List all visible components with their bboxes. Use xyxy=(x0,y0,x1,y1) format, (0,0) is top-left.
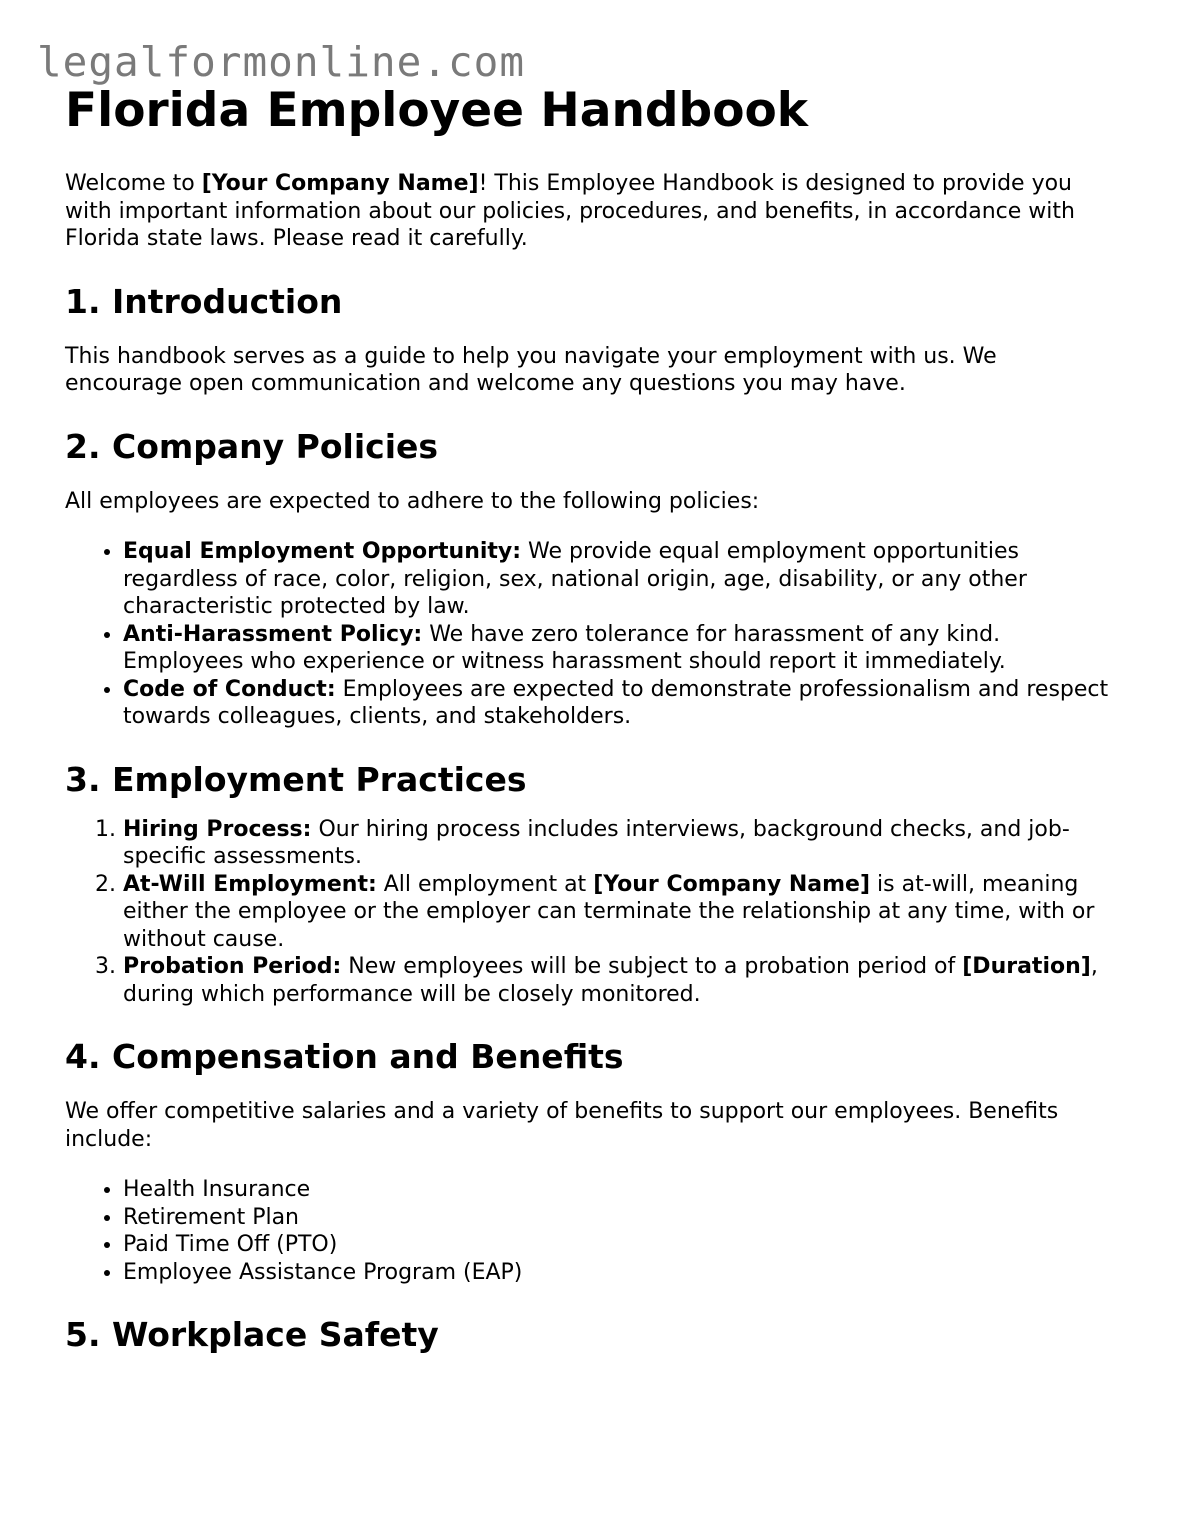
list-item xyxy=(123,816,1113,871)
list-item: • Health Insurance xyxy=(123,1176,1113,1204)
section-heading-compensation-benefits: 4. Compensation and Benefits xyxy=(65,1037,624,1076)
list-item-text: New employees will be subject to a probation period of xyxy=(341,954,963,979)
intro-text-pre: Welcome to xyxy=(65,171,202,196)
list-item xyxy=(123,538,1113,621)
list-item: • Paid Time Off (PTO) xyxy=(123,1231,1113,1259)
company-policies-paragraph: All employees are expected to adhere to the following policies: xyxy=(65,488,760,514)
company-placeholder: [Your Company Name] xyxy=(593,871,871,897)
company-policies-list xyxy=(65,538,1113,731)
list-item xyxy=(123,953,1113,1008)
page-title: Florida Employee Handbook xyxy=(65,83,809,138)
list-item-text: Employees are expected to demonstrate professionalism and respect towards colleagues, clients, and stakeholders. xyxy=(123,676,1109,729)
list-item-text: , during which performance will be closely monitored. xyxy=(123,954,1098,1007)
list-item: • Retirement Plan xyxy=(123,1204,1113,1232)
list-item-text: All employment at xyxy=(376,871,594,897)
list-item-term: At-Will Employment: xyxy=(123,871,377,897)
list-item-text: Our hiring process includes interviews, background checks, and job-specific assessments. xyxy=(123,816,1070,869)
intro-company-placeholder: [Your Company Name] xyxy=(201,171,479,196)
list-item-term: Equal Employment Opportunity: xyxy=(123,539,522,564)
duration-placeholder: [Duration] xyxy=(962,954,1091,979)
document-body xyxy=(65,82,1113,1376)
list-item xyxy=(123,871,1113,954)
list-item-term: Probation Period: xyxy=(123,954,342,979)
list-item: • Employee Assistance Program (EAP) xyxy=(123,1259,1113,1287)
benefits-list xyxy=(65,1176,1113,1286)
compensation-paragraph: We offer competitive salaries and a variety of benefits to support our employees. Benefits include: xyxy=(65,1099,1059,1152)
section-heading-employment-practices: 3. Employment Practices xyxy=(65,759,527,799)
watermark: legalformonline.com xyxy=(37,38,525,86)
intro-paragraph xyxy=(65,170,1113,253)
section-heading-workplace-safety: 5. Workplace Safety xyxy=(65,1315,439,1354)
list-item-term: Hiring Process: xyxy=(123,816,312,842)
section-heading-introduction: 1. Introduction xyxy=(65,281,343,321)
employment-practices-list xyxy=(65,816,1113,1009)
list-item xyxy=(123,621,1113,676)
section-heading-company-policies: 2. Company Policies xyxy=(65,426,439,466)
list-item-term: Code of Conduct: xyxy=(123,676,336,702)
introduction-paragraph: This handbook serves as a guide to help you navigate your employment with us. We encourage open communication and welcome any questions you may have. xyxy=(65,343,997,396)
list-item-text: We provide equal employment opportunities regardless of race, color, religion, sex, national origin, age, disability, or any other characteristic protected by law. xyxy=(123,539,1027,619)
list-item-text: We have zero tolerance for harassment of any kind. Employees who experience or witness harassment should report it immediately. xyxy=(123,621,1006,674)
list-item-term: Anti-Harassment Policy: xyxy=(123,621,423,647)
list-item xyxy=(123,676,1113,731)
intro-text-post: ! This Employee Handbook is designed to provide you with important information about our policies, procedures, and benefits, in accordance with Florida state laws. Please read it carefully. xyxy=(65,171,1075,251)
list-item-text: is at-will, meaning either the employee or the employer can terminate the relationship at any time, with or without cause. xyxy=(123,871,1095,952)
